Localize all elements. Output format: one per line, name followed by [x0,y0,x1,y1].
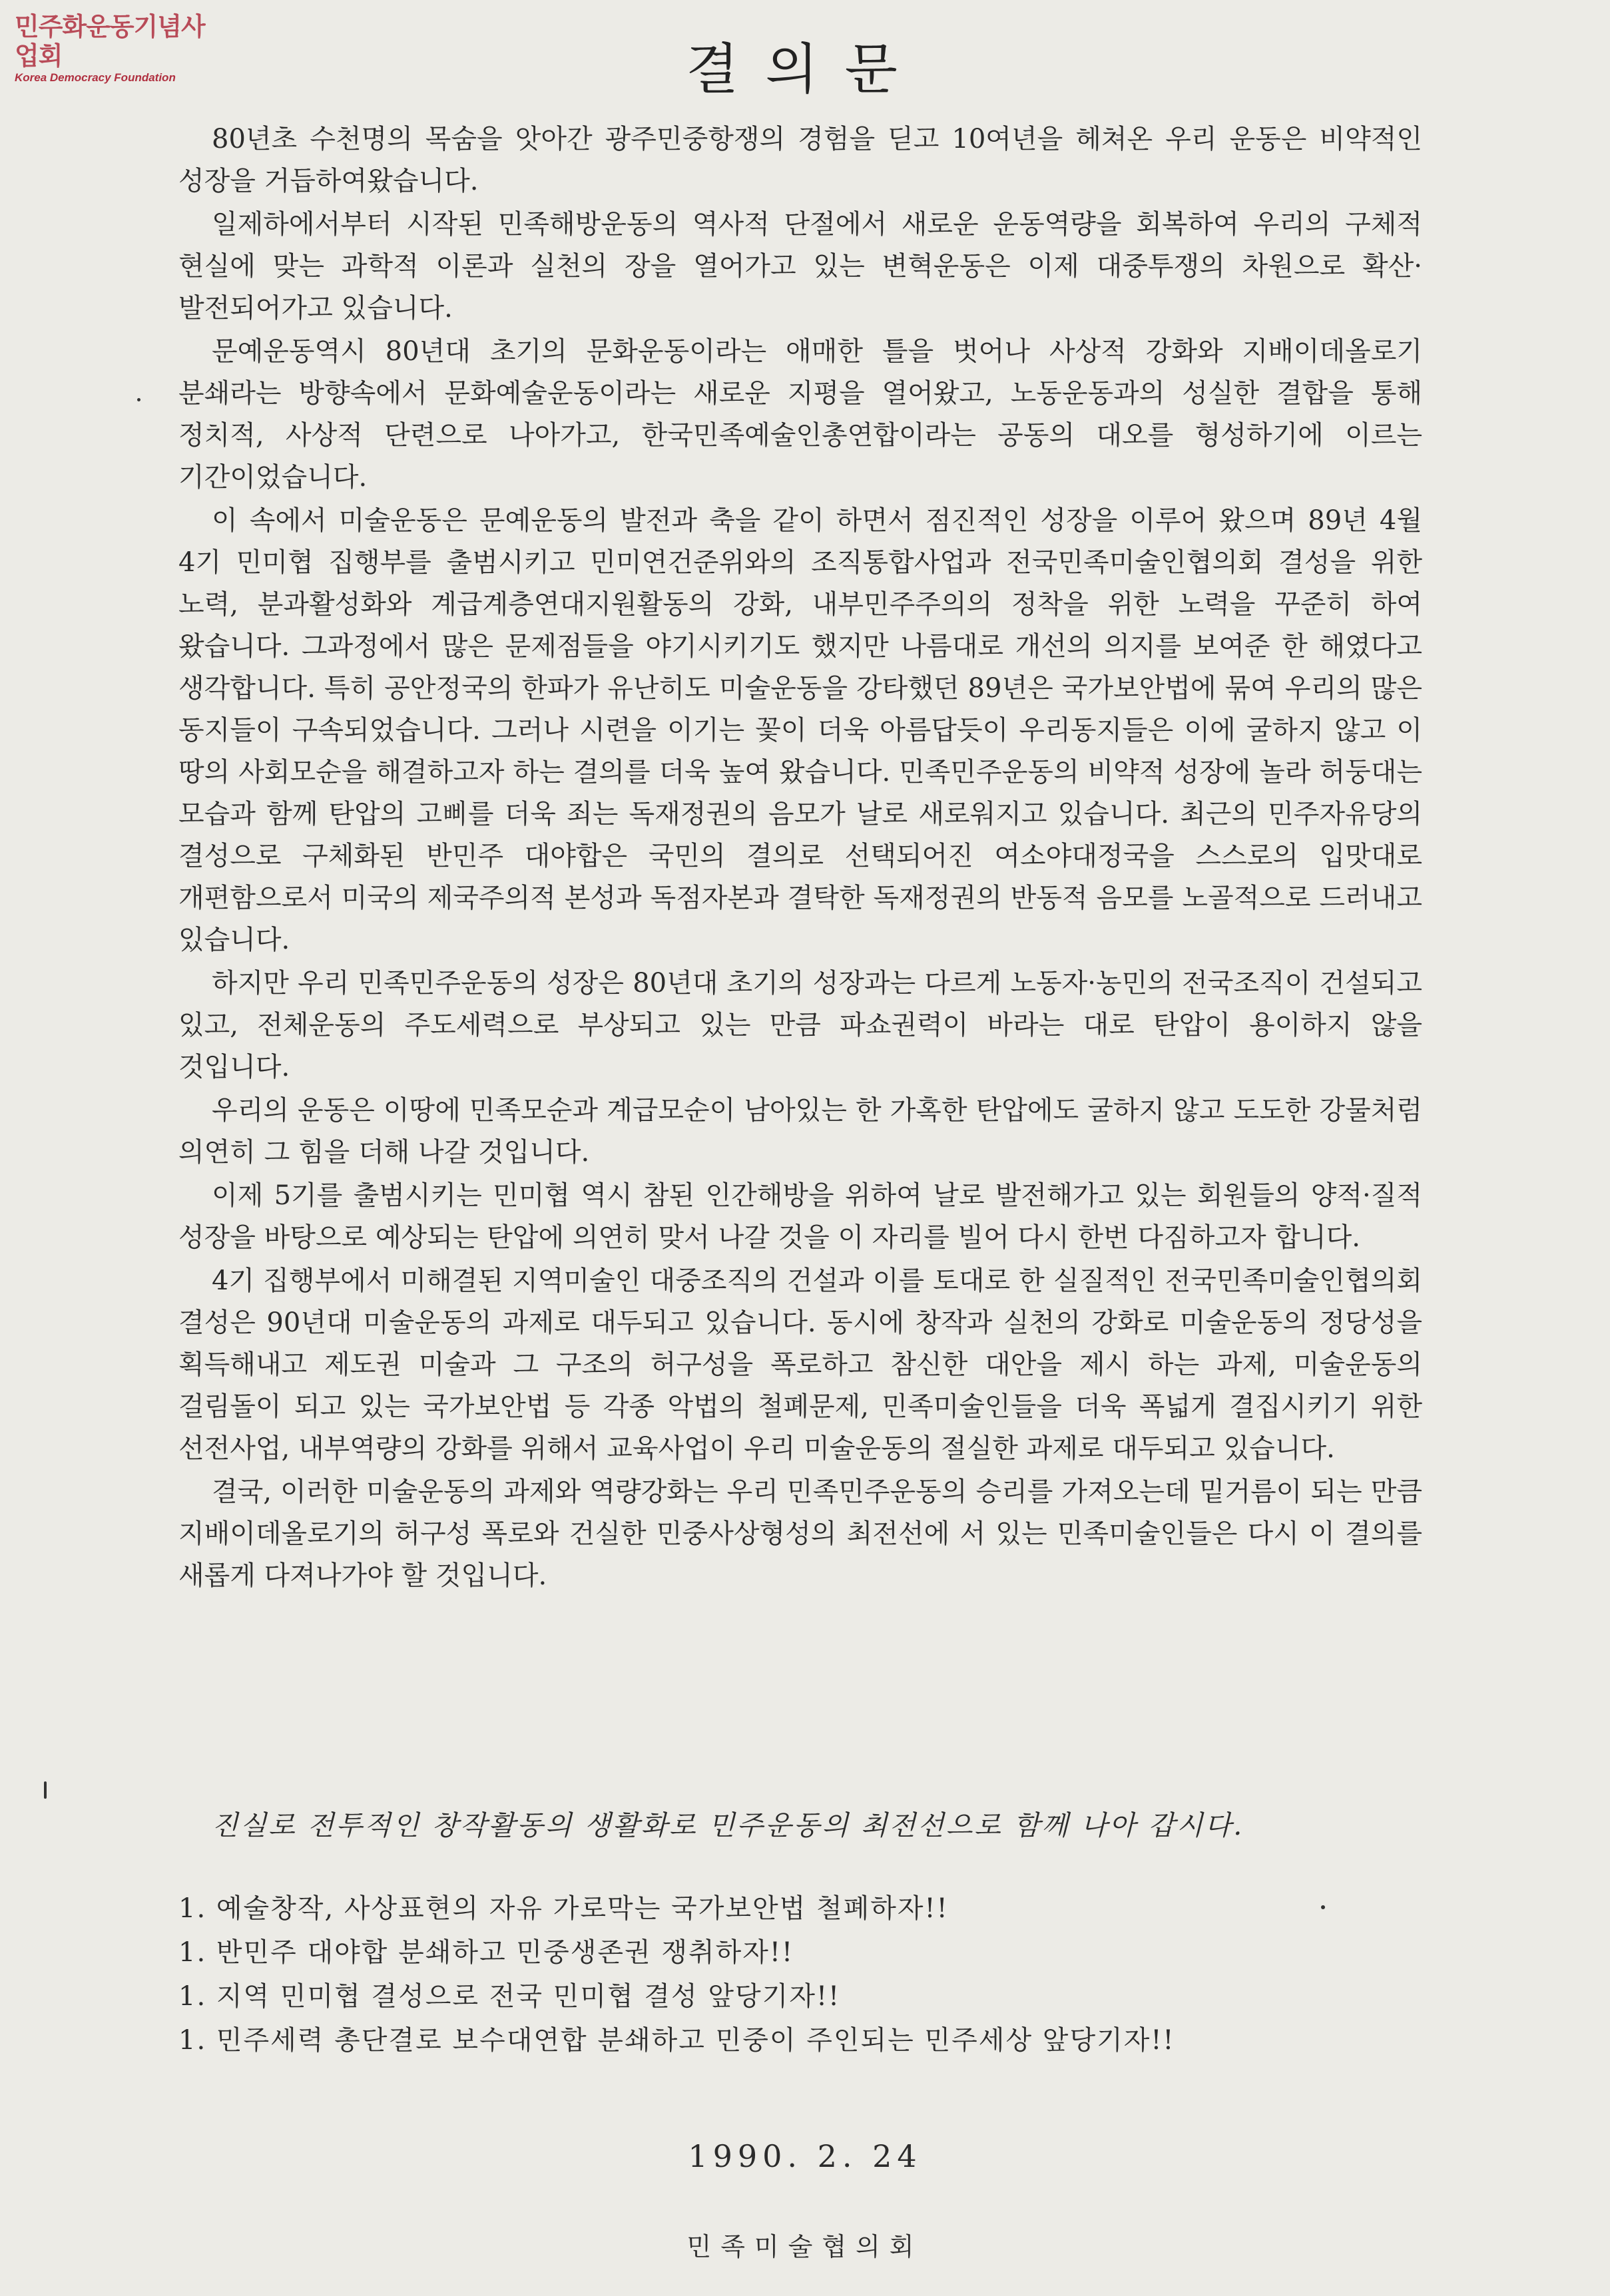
paragraph: 4기 집행부에서 미해결된 지역미술인 대중조직의 건설과 이를 토대로 한 실질적인 전국민족미술인협의회 결성은 90년대 미술운동의 과제로 대두되고 있습니다. 동시에 창작과 실천의 강화로 미술운동의 정당성을 획득해내고 제도권 미술과 그 구조의 허구성을 폭로하고 참신한 대안을 제시 하는 과제, 미술운동의 걸림돌이 되고 있는 국가보안법 등 각종 악법의 철폐문제, 민족미술인들을 더욱 폭넓게 결집시키기 위한 선전사업, 내부역량의 강화를 위해서 교육사업이 우리 미술운동의 절실한 과제로 대두되고 있습니다. [178,1265,1422,1464]
paragraph: 일제하에서부터 시작된 민족해방운동의 역사적 단절에서 새로운 운동역량을 회복하여 우리의 구체적 현실에 맞는 과학적 이론과 실천의 장을 열어가고 있는 변혁운동은 이제 대중투쟁의 차원으로 확산·발전되어가고 있습니다. [178,209,1422,324]
organization-signature: 민족미술협의회 [686,2232,924,2261]
paragraph: 이 속에서 미술운동은 문예운동의 발전과 축을 같이 하면서 점진적인 성장을 이루어 왔으며 89년 4월 4기 민미협 집행부를 출범시키고 민미연건준위와의 조직통합사업과 전국민족미술인협의회 결성을 위한 노력, 분과활성화와 계급계층연대지원활동의 강화, 내부민주주의의 정착을 위한 노력을 꾸준히 하여 왔습니다. 그과정에서 많은 문제점들을 야기시키기도 했지만 나름대로 개선의 의지를 보여준 한 해였다고 생각합니다. 특히 공안정국의 한파가 유난히도 미술운동을 강타했던 89년은 국가보안법에 묶여 우리의 많은 동지들이 구속되었습니다. 그러나 시련을 이기는 꽃이 더욱 아름답듯이 우리동지들은 이에 굴하지 않고 이 땅의 사회모순을 해결하고자 하는 결의를 더욱 높여 왔습니다. 민족민주운동의 비약적 성장에 놀라 허둥대는 모습과 함께 탄압의 고삐를 더욱 죄는 독재정권의 음모가 날로 새로워지고 있습니다. 최근의 민주자유당의 결성으로 구체화된 반민주 대야합은 국민의 결의로 선택되어진 여소야대정국을 스스로의 입맛대로 개편함으로서 미국의 제국주의적 본성과 독점자본과 결탁한 독재정권의 반동적 음모를 노골적으로 드러내고 있습니다. [178,505,1422,955]
document-title: 결의문 [686,38,924,101]
paragraph: 하지만 우리 민족민주운동의 성장은 80년대 초기의 성장과는 다르게 노동자·농민의 전국조직이 건설되고 있고, 전체운동의 주도세력으로 부상되고 있는 만큼 파쇼권력이 바라는 대로 탄압이 용이하지 않을 것입니다. [178,968,1422,1082]
watermark-english: Korea Democracy Foundation [15,71,176,84]
slogan-item: 1. 반민주 대야합 분쇄하고 민중생존권 쟁취하자!! [178,1937,794,1968]
watermark-korean: 민주화운동기념사업회 [15,12,205,71]
slogan-item: 1. 지역 민미협 결성으로 전국 민미협 결성 앞당기자!! [178,1981,841,2012]
paper-speck [1321,1905,1325,1909]
paper-speck [137,398,140,401]
slogan-item: 1. 민주세력 총단결로 보수대연합 분쇄하고 민중이 주인되는 민주세상 앞당기자!! [178,2025,1175,2056]
document-date: 1990. 2. 24 [688,2138,922,2174]
slogan-item: 1. 예술창작, 사상표현의 자유 가로막는 국가보안법 철폐하자!! [178,1893,949,1924]
paragraph: 이제 5기를 출범시키는 민미협 역시 참된 인간해방을 위하여 날로 발전해가고 있는 회원들의 양적·질적 성장을 바탕으로 예상되는 탄압에 의연히 맞서 나갈 것을 이 자리를 빌어 다시 한번 다짐하고자 합니다. [178,1180,1422,1253]
paragraph: 문예운동역시 80년대 초기의 문화운동이라는 애매한 틀을 벗어나 사상적 강화와 지배이데올로기 분쇄라는 방향속에서 문화예술운동이라는 새로운 지평을 열어왔고, 노동운동과의 성실한 결합을 통해 정치적, 사상적 단련으로 나아가고, 한국민족예술인총연합이라는 공동의 대오를 형성하기에 이르는 기간이었습니다. [178,336,1422,493]
paragraph: 80년초 수천명의 목숨을 앗아간 광주민중항쟁의 경험을 딛고 10여년을 헤쳐온 우리 운동은 비약적인 성장을 거듭하여왔습니다. [178,124,1422,196]
paragraph: 결국, 이러한 미술운동의 과제와 역량강화는 우리 민족민주운동의 승리를 가져오는데 밑거름이 되는 만큼 지배이데올로기의 허구성 폭로와 건실한 민중사상형성의 최전선에 서 있는 민족미술인들은 다시 이 결의를 새롭게 다져나가야 할 것입니다. [178,1477,1422,1591]
slogan-list [178,1887,1444,2062]
paragraph: 우리의 운동은 이땅에 민족모순과 계급모순이 남아있는 한 가혹한 탄압에도 굴하지 않고 도도한 강물처럼 의연히 그 힘을 더해 나갈 것입니다. [178,1095,1422,1168]
document-body [178,118,1422,1598]
slogan-lead: 진실로 전투적인 창작활동의 생활화로 민주운동의 최전선으로 함께 나아 갑시다. [212,1809,1244,1841]
paper-speck [44,1781,47,1799]
